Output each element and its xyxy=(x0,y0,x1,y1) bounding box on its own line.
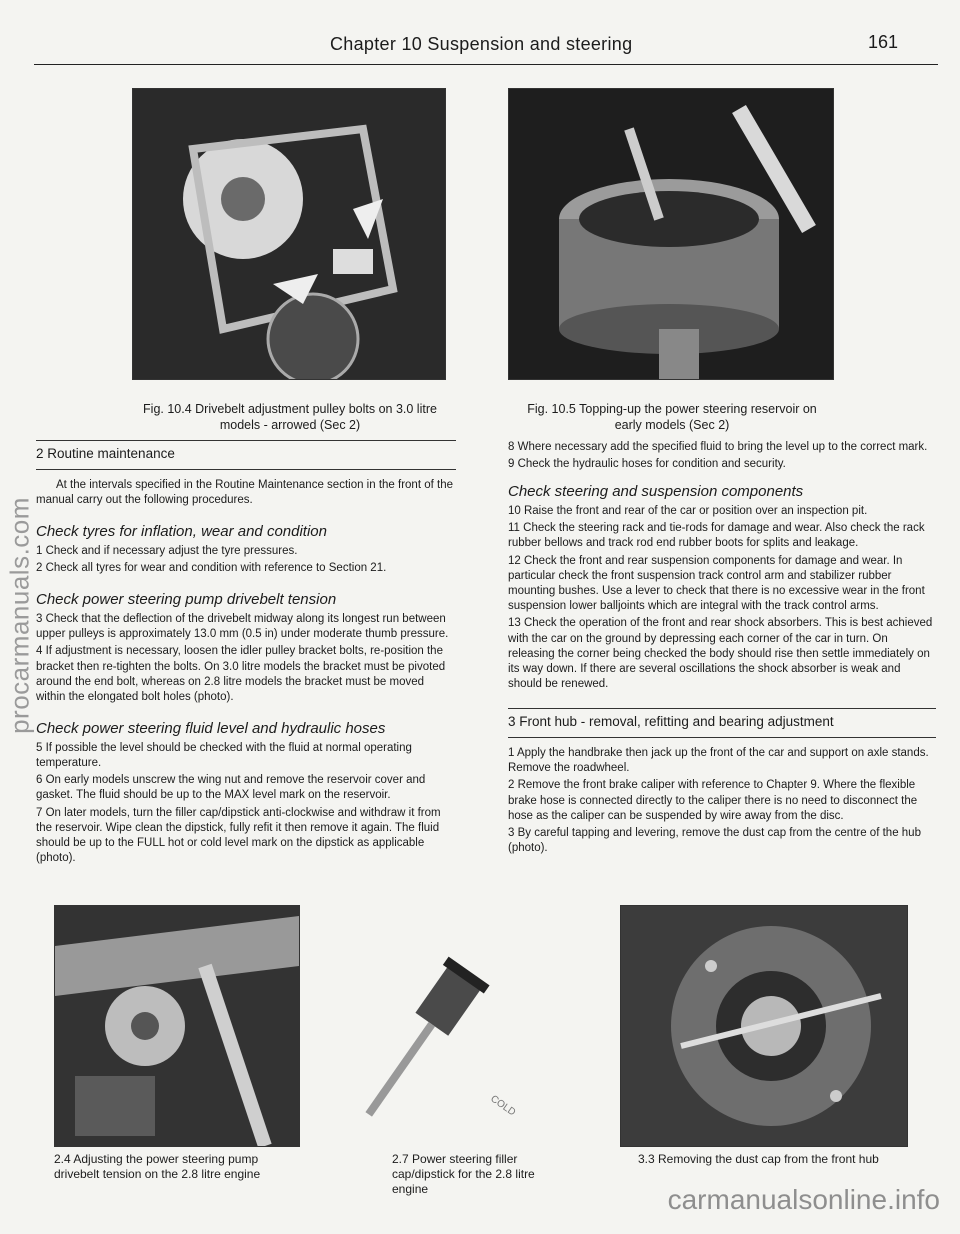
para-5: 5 If possible the level should be checked with the fluid at normal operating temperature. xyxy=(36,741,412,770)
front-hub-dust-cap-illustration xyxy=(621,906,907,1146)
drivebelt-pulley-illustration xyxy=(133,89,445,379)
para-9: 9 Check the hydraulic hoses for condition and security. xyxy=(508,458,786,471)
photo-2-7 xyxy=(350,950,550,1140)
figure-10-4-photo xyxy=(132,88,446,380)
figure-10-4-caption: Fig. 10.4 Drivebelt adjustment pulley bolts on 3.0 litre models - arrowed (Sec 2) xyxy=(143,402,437,432)
page-header-title: Chapter 10 Suspension and steering xyxy=(330,34,633,54)
section-2-bottom-rule xyxy=(36,469,456,470)
right-column xyxy=(508,440,936,858)
para-8: 8 Where necessary add the specified fluid to bring the level up to the correct mark. xyxy=(508,441,928,453)
photo-3-3-caption: 3.3 Removing the dust cap from the front hub xyxy=(638,1152,879,1166)
subheading-fluid-level: Check power steering fluid level and hydraulic hoses xyxy=(36,720,386,738)
section-2-heading: 2 Routine maintenance xyxy=(36,446,175,461)
side-watermark: procarmanuals.com xyxy=(4,497,35,734)
figure-10-5-photo xyxy=(508,88,834,380)
para-2: 2 Check all tyres for wear and condition with reference to Section 21. xyxy=(36,562,387,575)
para-4: 4 If adjustment is necessary, loosen the idler pulley bracket bolts, re-position the bracket then re-tighten the bolts. On 3.0 litre models the bracket must be pivoted around the end bolt, whereas on 2.8 litre models the bracket must be moved within the elongated bolt holes (photo). xyxy=(36,645,446,703)
photo-2-4-caption: 2.4 Adjusting the power steering pump drivebelt tension on the 2.8 litre engine xyxy=(54,1152,261,1181)
photo-2-7-caption: 2.7 Power steering filler cap/dipstick for the 2.8 litre engine xyxy=(392,1152,535,1196)
para-1: 1 Check and if necessary adjust the tyre pressures. xyxy=(36,544,298,557)
pump-drivebelt-illustration xyxy=(55,906,299,1146)
section-3-para-2: 2 Remove the front brake caliper with reference to Chapter 9. Where the flexible brake hose is connected directly to the caliper there is no need to disconnect the hose as the caliper can be suspended by wire away from the disc. xyxy=(508,779,918,822)
section-3-bottom-rule xyxy=(508,737,936,738)
section-3-heading: 3 Front hub - removal, refitting and bearing adjustment xyxy=(508,714,834,730)
para-10: 10 Raise the front and rear of the car or position over an inspection pit. xyxy=(508,505,868,518)
filler-cap-dipstick-illustration xyxy=(350,950,550,1140)
header-rule xyxy=(34,64,938,65)
figure-10-5-caption: Fig. 10.5 Topping-up the power steering reservoir on early models (Sec 2) xyxy=(527,402,817,432)
para-7: 7 On later models, turn the filler cap/dipstick anti-clockwise and withdraw it from the reservoir. Wipe clean the dipstick, fully refit it then remove it again. The fluid should be up to the FULL hot or cold level mark on the dipstick as applicable (photo). xyxy=(36,806,441,865)
para-6: 6 On early models unscrew the wing nut and remove the reservoir cover and gasket. The fluid should be up to the MAX level mark on the reservoir. xyxy=(36,774,426,802)
section-3-para-1: 1 Apply the handbrake then jack up the front of the car and support on axle stands. Remove the roadwheel. xyxy=(508,747,929,775)
power-steering-reservoir-illustration xyxy=(509,89,833,379)
left-column xyxy=(36,440,456,868)
subheading-steering-suspension: Check steering and suspension components xyxy=(508,483,804,501)
bottom-watermark: carmanualsonline.info xyxy=(667,1184,940,1215)
section-2-intro: At the intervals specified in the Routine Maintenance section in the front of the manual carry out the following procedures. xyxy=(36,478,453,506)
para-13: 13 Check the operation of the front and rear shock absorbers. This is best achieved with the car on the ground by depressing each corner of the car in turn. On releasing the corner being checked the body should rise then settle immediately on its way down. If there are several oscillations the shock absorber is weak and should be renewed. xyxy=(508,617,933,691)
photo-2-4 xyxy=(54,905,300,1147)
page-number: 161 xyxy=(868,32,899,52)
section-3-para-3: 3 By careful tapping and levering, remove the dust cap from the centre of the hub (photo). xyxy=(508,826,921,855)
photo-3-3 xyxy=(620,905,908,1147)
para-3: 3 Check that the deflection of the drivebelt midway along its longest run between upper pulleys is approximately 13.0 mm (0.5 in) under moderate thumb pressure. xyxy=(36,613,449,641)
svg-text:COLD: COLD xyxy=(488,1093,518,1119)
para-12: 12 Check the front and rear suspension components for damage and wear. In particular check the front suspension track control arm and stabilizer rubber mounting bushes. Use a lever to check that there is no excessive wear in the front suspension lower balljoints which are integral with the track control arms. xyxy=(508,554,925,613)
section-2-top-rule xyxy=(36,440,456,441)
subheading-drivebelt: Check power steering pump drivebelt tension xyxy=(36,591,337,609)
subheading-tyres: Check tyres for inflation, wear and condition xyxy=(36,523,327,541)
para-11: 11 Check the steering rack and tie-rods for damage and wear. Also check the rack rubber bellows and track rod end rubber boots for splits and leakage. xyxy=(508,522,925,550)
section-3-top-rule xyxy=(508,708,936,709)
